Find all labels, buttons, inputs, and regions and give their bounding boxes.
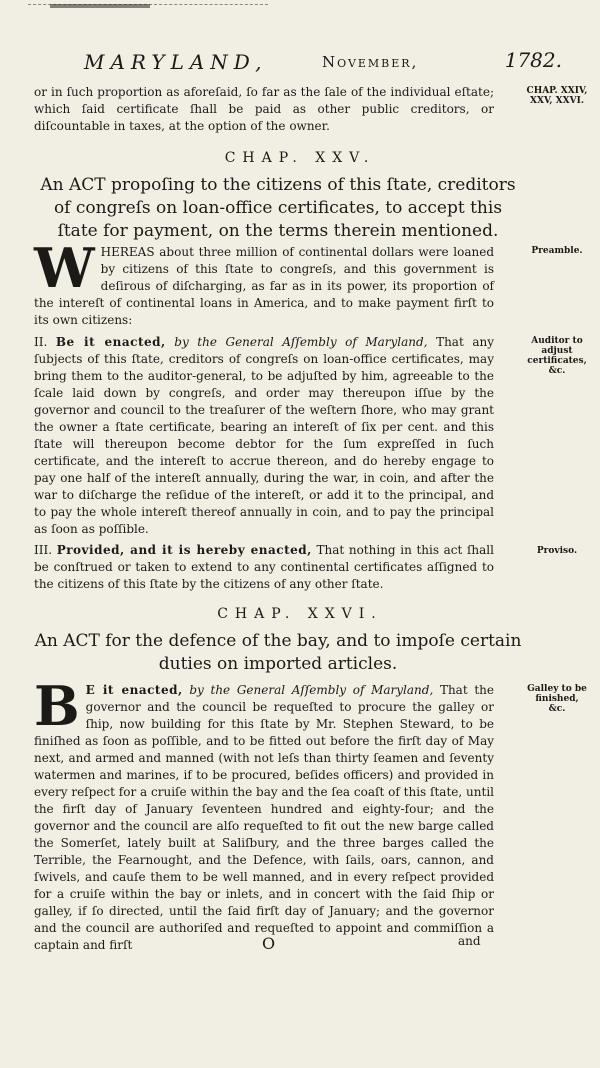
- chapter-25-heading: CHAP. XXV.: [224, 150, 376, 166]
- header-year: 1782.: [504, 48, 562, 72]
- running-header: [84, 50, 562, 80]
- catchword: and: [458, 934, 481, 948]
- chapter-25-section-3: [34, 542, 494, 593]
- chapter-25-preamble: [34, 236, 494, 329]
- chapter-26-text: That the governor and the council be requeſted to procure the galley or ſhip, now building for this ſtate by Mr. Stephen Steward, to be finiſhed as ſoon as poſſible, and to be fitted out before the firſt day of May next, and armed and manned (with not leſs than thirty ſeamen and ſeventy watermen and marines, if to be procured, beſides officers) and provided in every reſpect for a cruiſe within the bay and the ſea coaſt of this ſtate, until the firſt day of January ſeventeen hundred and eighty-four; and the governor and the council are alſo requeſted to fit out the new barge called the Somerſet, lately built at Saliſbury, and the three barges called the Terrible, the Fearnought, and the Defence, with ſails, oars, cannon, and ſwivels, and cauſe them to be well manned, and in every reſpect provided for a cruiſe within the bay or inlets, and in concert with the ſaid ſhip or galley, if ſo directed, until the ſaid firſt day of January; and the governor and the council are authoriſed and requeſted to appoint and commiſſion a captain and firſt: [34, 683, 494, 952]
- chapter-26-authority: by the General Aſſembly of Maryland,: [189, 683, 434, 697]
- section-3-number: III.: [34, 543, 53, 557]
- chapter-26-body: [34, 674, 494, 954]
- preamble-text: HEREAS about three million of continental dollars were loaned by citizens of this ſtate to congreſs, and this government is deſirous of diſcharging, as far as in its power, its proportion of the intereſt of continental loans in America, and to make payment firſt to its own citizens:: [34, 245, 494, 327]
- section-3-text: That nothing in this act ſhall be conſtrued or taken to extend to any continental certificates aſſigned to the citizens of this ſtate by the citizens of any other ſtate.: [34, 543, 494, 591]
- header-month: November,: [322, 53, 419, 71]
- chapter-26-heading: CHAP. XXVI.: [217, 606, 383, 622]
- chapter-26-enact: E it enacted,: [85, 683, 183, 697]
- margin-note-chaps: CHAP. XXIV, XXV, XXVI.: [526, 86, 588, 106]
- section-2-number: II.: [34, 335, 48, 349]
- margin-note-galley: Galley to be finished, &c.: [527, 684, 587, 714]
- chapter-25-section-2: [34, 334, 494, 538]
- section-3-enact: Provided, and it is hereby enacted,: [56, 543, 312, 557]
- margin-note-proviso: Proviso.: [536, 546, 578, 556]
- section-2-enact: Be it enacted,: [55, 335, 166, 349]
- margin-note-preamble: Preamble.: [531, 246, 583, 256]
- chapter-25-title: An ACT propoſing to the citizens of this ſtate, creditors of congreſs on loan-office certificates, to accept this ſtate for payment, on the terms therein mentioned.: [40, 175, 516, 241]
- chapter-26-title: An ACT for the defence of the bay, and to impoſe certain duties on imported articles.: [34, 631, 522, 674]
- margin-note-auditor: Auditor to adjust certificates, &c.: [527, 336, 587, 376]
- signature-mark: O: [262, 934, 276, 953]
- ink-mark: [50, 4, 150, 8]
- section-2-text: That any ſubjects of this ſtate, creditors of congreſs on loan-office certificates, may bring them to the auditor-general, to be adjuſted by him, agreeable to the ſcale laid down by congreſs, and order may thereupon iſſue by the governor and council to the treaſurer of the weſtern ſhore, who may grant the owner a ſtate certificate, bearing an intereſt of ſix per cent. and this ſtate will thereupon become debtor for the ſum expreſſed in ſuch certificate, and the intereſt to accrue thereon, and do hereby engage to pay one half of the intereſt annually, during the war, in coin, and after the war to diſcharge the reſidue of the intereſt, or add it to the principal, and to pay the whole intereſt thereof annually in coin, and to pay the principal as ſoon as poſſible.: [34, 335, 494, 536]
- header-state: MARYLAND,: [84, 50, 268, 74]
- dropcap-b: B: [34, 674, 80, 738]
- dropcap-w: W: [34, 236, 95, 300]
- section-2-authority: by the General Aſſembly of Maryland,: [174, 335, 428, 349]
- opening-paragraph: or in ſuch proportion as aforeſaid, ſo far as the ſale of the individual eſtate; which ſaid certificate ſhall be paid as other public creditors, or diſcountable in taxes, at the option of the owner.: [34, 85, 494, 133]
